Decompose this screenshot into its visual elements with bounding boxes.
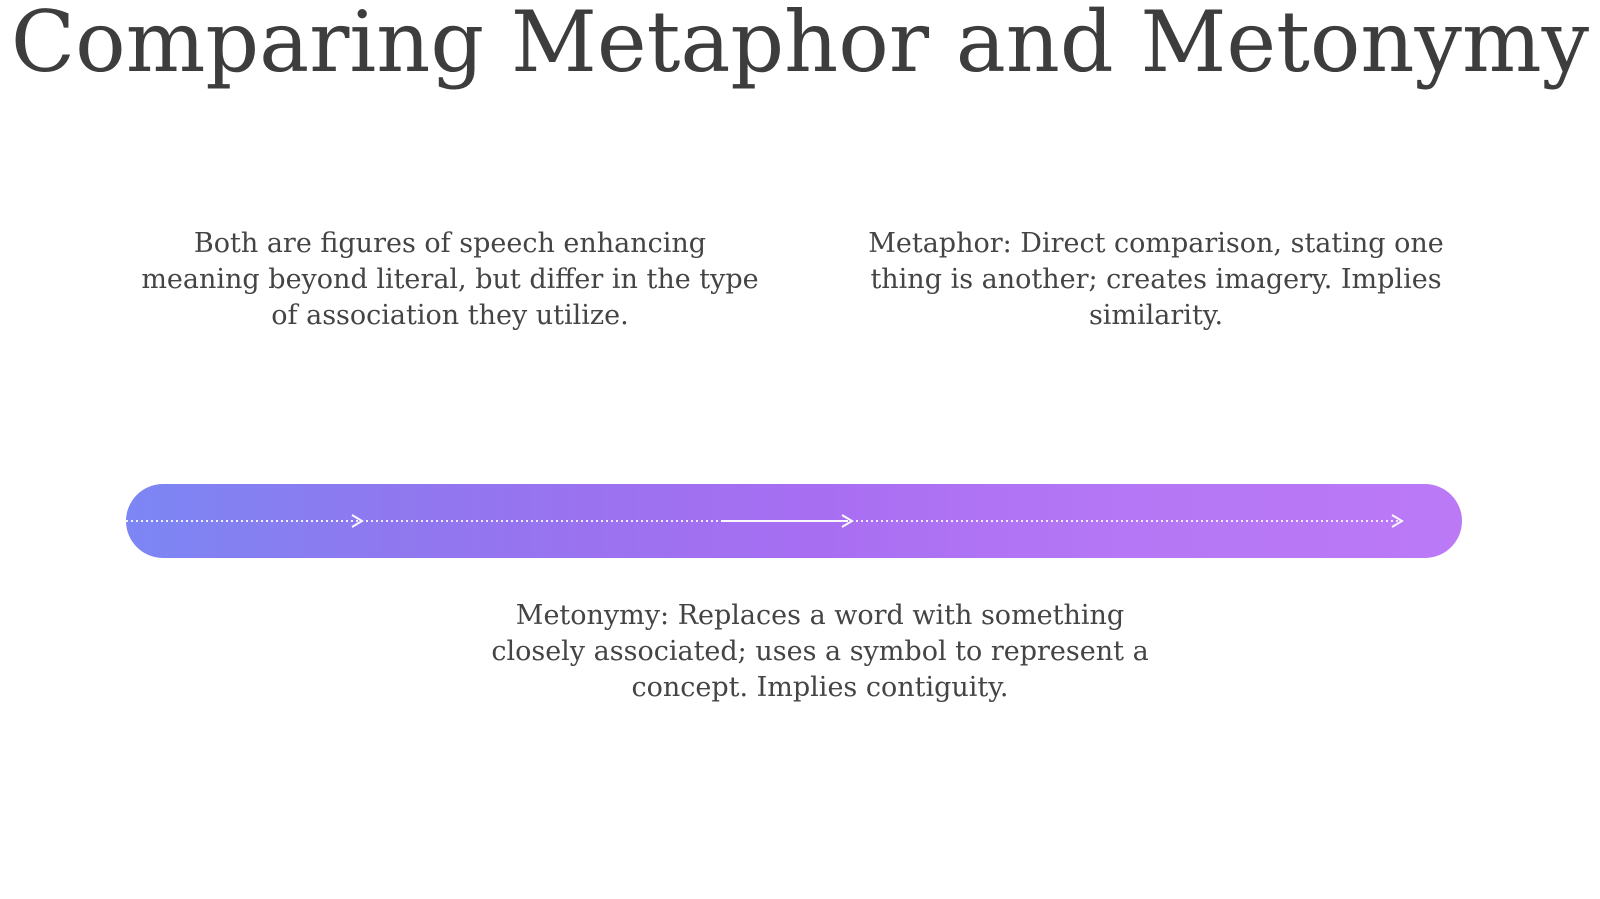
- timeline-arrows: [126, 484, 1462, 558]
- slide-title: Comparing Metaphor and Metonymy: [10, 0, 1590, 91]
- summary-text: Both are figures of speech enhancing meaning beyond literal, but differ in the type of association they utilize.: [141, 228, 759, 331]
- timeline-bar: [126, 484, 1462, 558]
- metaphor-description: Metaphor: Direct comparison, stating one thing is another; creates imagery. Implies similarity.: [868, 228, 1444, 331]
- metonymy-description: Metonymy: Replaces a word with something closely associated; uses a symbol to represent a concept. Implies contiguity.: [491, 600, 1149, 703]
